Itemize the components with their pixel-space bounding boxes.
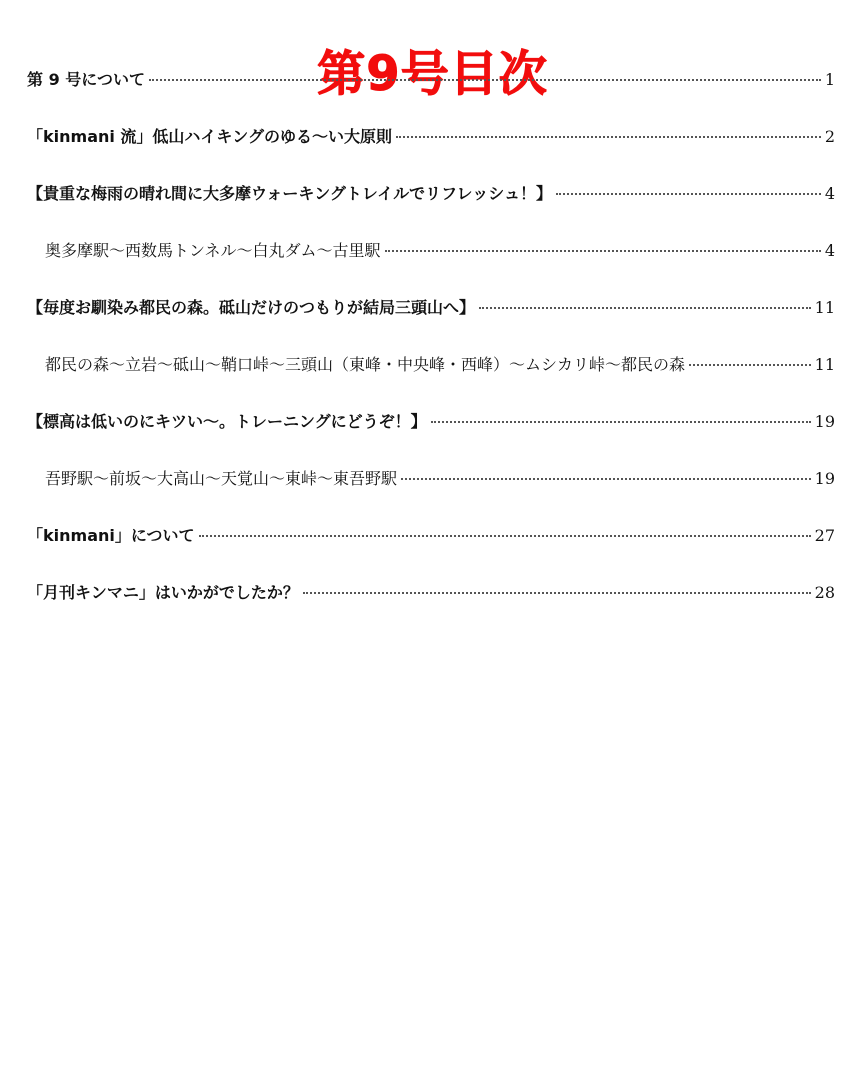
dot-leader	[431, 421, 811, 423]
toc-entry-text: 吾野駅～前坂～大高山～天覚山～東峠～東吾野駅	[45, 469, 398, 488]
toc-entry[interactable]	[27, 294, 835, 321]
toc-entry[interactable]	[27, 180, 835, 207]
toc-entry-text: 【貴重な梅雨の晴れ間に大多摩ウォーキングトレイルでリフレッシュ！】	[27, 184, 552, 203]
toc-entry[interactable]	[27, 579, 835, 606]
toc-entry[interactable]	[27, 123, 835, 150]
toc-entry-text: 都民の森～立岩～砥山～鞘口峠～三頭山（東峰・中央峰・西峰）～ムシカリ峠～都民の森	[45, 355, 686, 374]
toc-page-number: 11	[814, 355, 835, 374]
toc-page-number: 27	[814, 526, 835, 545]
document-title: 第9号目次	[317, 46, 548, 103]
toc-entry-text: 奥多摩駅～西数馬トンネル～白丸ダム～古里駅	[45, 241, 381, 260]
toc-entry[interactable]	[27, 408, 835, 435]
toc-entry[interactable]	[27, 522, 835, 549]
dot-leader	[385, 250, 821, 252]
toc-subentry[interactable]	[27, 351, 835, 378]
dot-leader	[401, 478, 811, 480]
toc-entry-text: 【標高は低いのにキツい～。トレーニングにどうぞ！】	[27, 412, 427, 431]
toc-entry[interactable]	[27, 66, 835, 93]
toc-entry-text: 【毎度お馴染み都民の森。砥山だけのつもりが結局三頭山へ】	[27, 298, 476, 317]
toc-page-number: 19	[814, 412, 835, 431]
toc-page-number: 4	[824, 184, 835, 203]
dot-leader	[689, 364, 811, 366]
toc-page-number: 2	[824, 127, 835, 146]
toc-entry-text: 「kinmani」について	[27, 526, 195, 545]
toc-page-number: 19	[814, 469, 835, 488]
toc-subentry[interactable]	[27, 465, 835, 492]
dot-leader	[479, 307, 811, 309]
toc-page-number: 4	[824, 241, 835, 260]
toc-entry-text: 「月刊キンマニ」はいかがでしたか？	[27, 583, 299, 602]
toc-subentry[interactable]	[27, 237, 835, 264]
dot-leader	[396, 136, 821, 138]
toc-entry-text: 「kinmani 流」低山ハイキングのゆる～い大原則	[27, 127, 392, 146]
toc-page-number: 1	[824, 70, 835, 89]
toc-page-number: 28	[814, 583, 835, 602]
dot-leader	[303, 592, 811, 594]
table-of-contents	[27, 66, 835, 606]
dot-leader	[149, 79, 821, 81]
dot-leader	[199, 535, 811, 537]
toc-page-number: 11	[814, 298, 835, 317]
toc-entry-text: 第 9 号について	[27, 70, 145, 89]
dot-leader	[556, 193, 821, 195]
